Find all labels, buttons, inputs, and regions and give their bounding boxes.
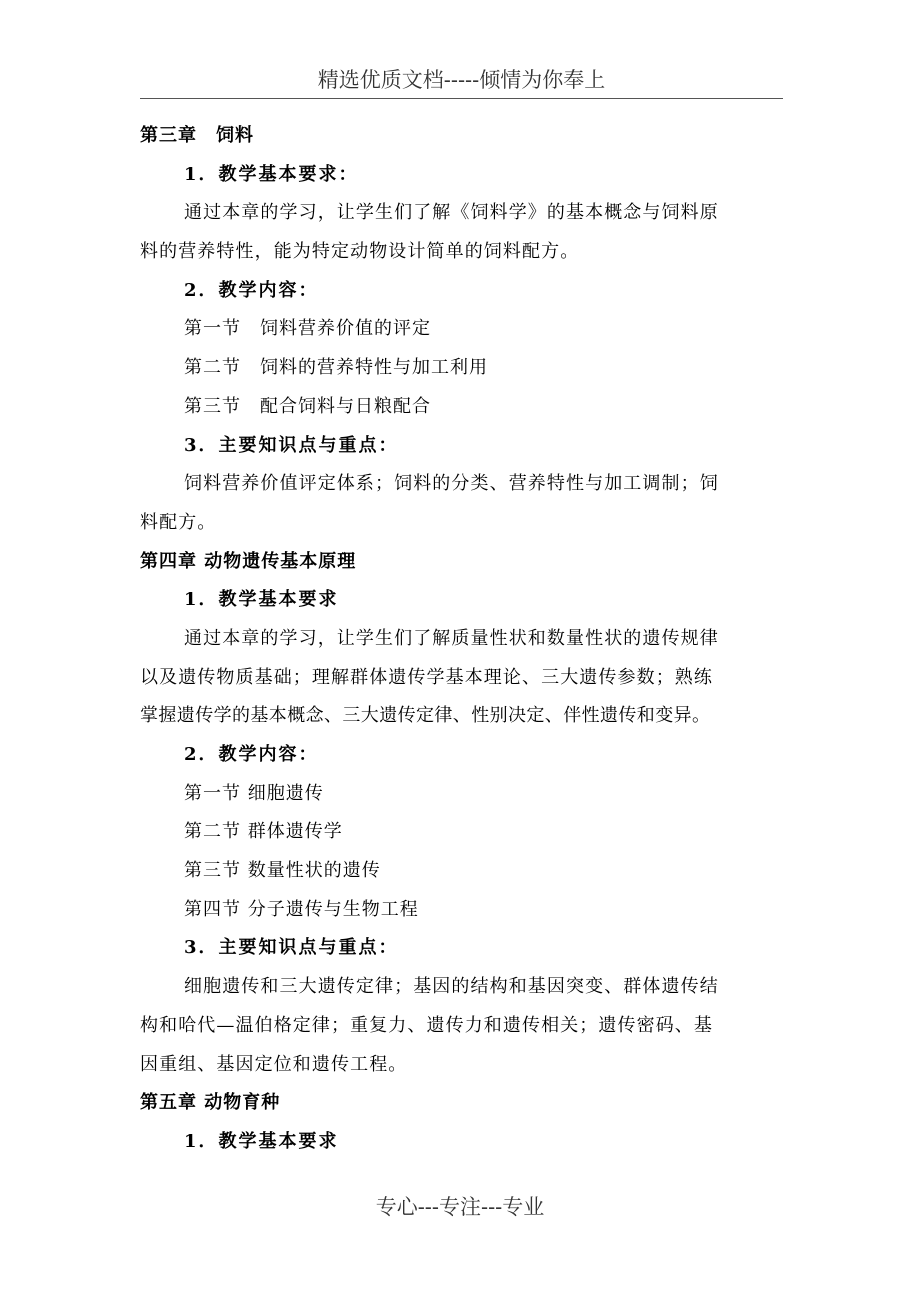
list-item: 第一节 细胞遗传 <box>184 782 324 804</box>
chapter-title: 第三章 饲料 <box>140 125 254 146</box>
paragraph-line: 通过本章的学习，让学生们了解《饲料学》的基本概念与饲料原 <box>184 202 719 224</box>
paragraph-line: 饲料营养价值评定体系；饲料的分类、营养特性与加工调制；饲 <box>184 473 719 495</box>
section-heading: 3．主要知识点与重点： <box>184 937 399 959</box>
section-heading: 1．教学基本要求 <box>184 589 339 611</box>
list-item: 第二节 群体遗传学 <box>184 821 343 843</box>
list-item: 第一节 饲料营养价值的评定 <box>184 318 431 340</box>
list-item: 第二节 饲料的营养特性与加工利用 <box>184 357 488 379</box>
document-body <box>140 117 783 1162</box>
chapter-title: 第四章 动物遗传基本原理 <box>140 550 357 572</box>
paragraph-line: 以及遗传物质基础；理解群体遗传学基本理论、三大遗传参数；熟练 <box>140 666 713 688</box>
list-item: 第三节 配合饲料与日粮配合 <box>184 395 431 417</box>
chapter-title: 第五章 动物育种 <box>140 1092 281 1114</box>
paragraph-line: 料配方。 <box>140 511 217 533</box>
section-heading: 3．主要知识点与重点： <box>184 434 399 456</box>
section-heading: 1．教学基本要求： <box>184 163 359 185</box>
paragraph-line: 通过本章的学习，让学生们了解质量性状和数量性状的遗传规律 <box>184 627 719 649</box>
paragraph-line: 因重组、基因定位和遗传工程。 <box>140 1053 408 1075</box>
section-heading: 1．教学基本要求 <box>184 1130 339 1152</box>
paragraph-line: 细胞遗传和三大遗传定律；基因的结构和基因突变、群体遗传结 <box>184 976 719 998</box>
paragraph-line: 掌握遗传学的基本概念、三大遗传定律、性别决定、伴性遗传和变异。 <box>140 705 711 727</box>
section-heading: 2．教学内容： <box>184 279 319 301</box>
list-item: 第三节 数量性状的遗传 <box>184 860 381 882</box>
list-item: 第四节 分子遗传与生物工程 <box>184 898 419 920</box>
page-footer: 专心---专注---专业 <box>375 1195 545 1219</box>
section-heading: 2．教学内容： <box>184 744 319 765</box>
page-header: 精选优质文档-----倾情为你奉上 <box>140 62 783 99</box>
paragraph-line: 料的营养特性，能为特定动物设计简单的饲料配方。 <box>140 241 580 263</box>
paragraph-line: 构和哈代—温伯格定律；重复力、遗传力和遗传相关；遗传密码、基 <box>140 1014 713 1036</box>
